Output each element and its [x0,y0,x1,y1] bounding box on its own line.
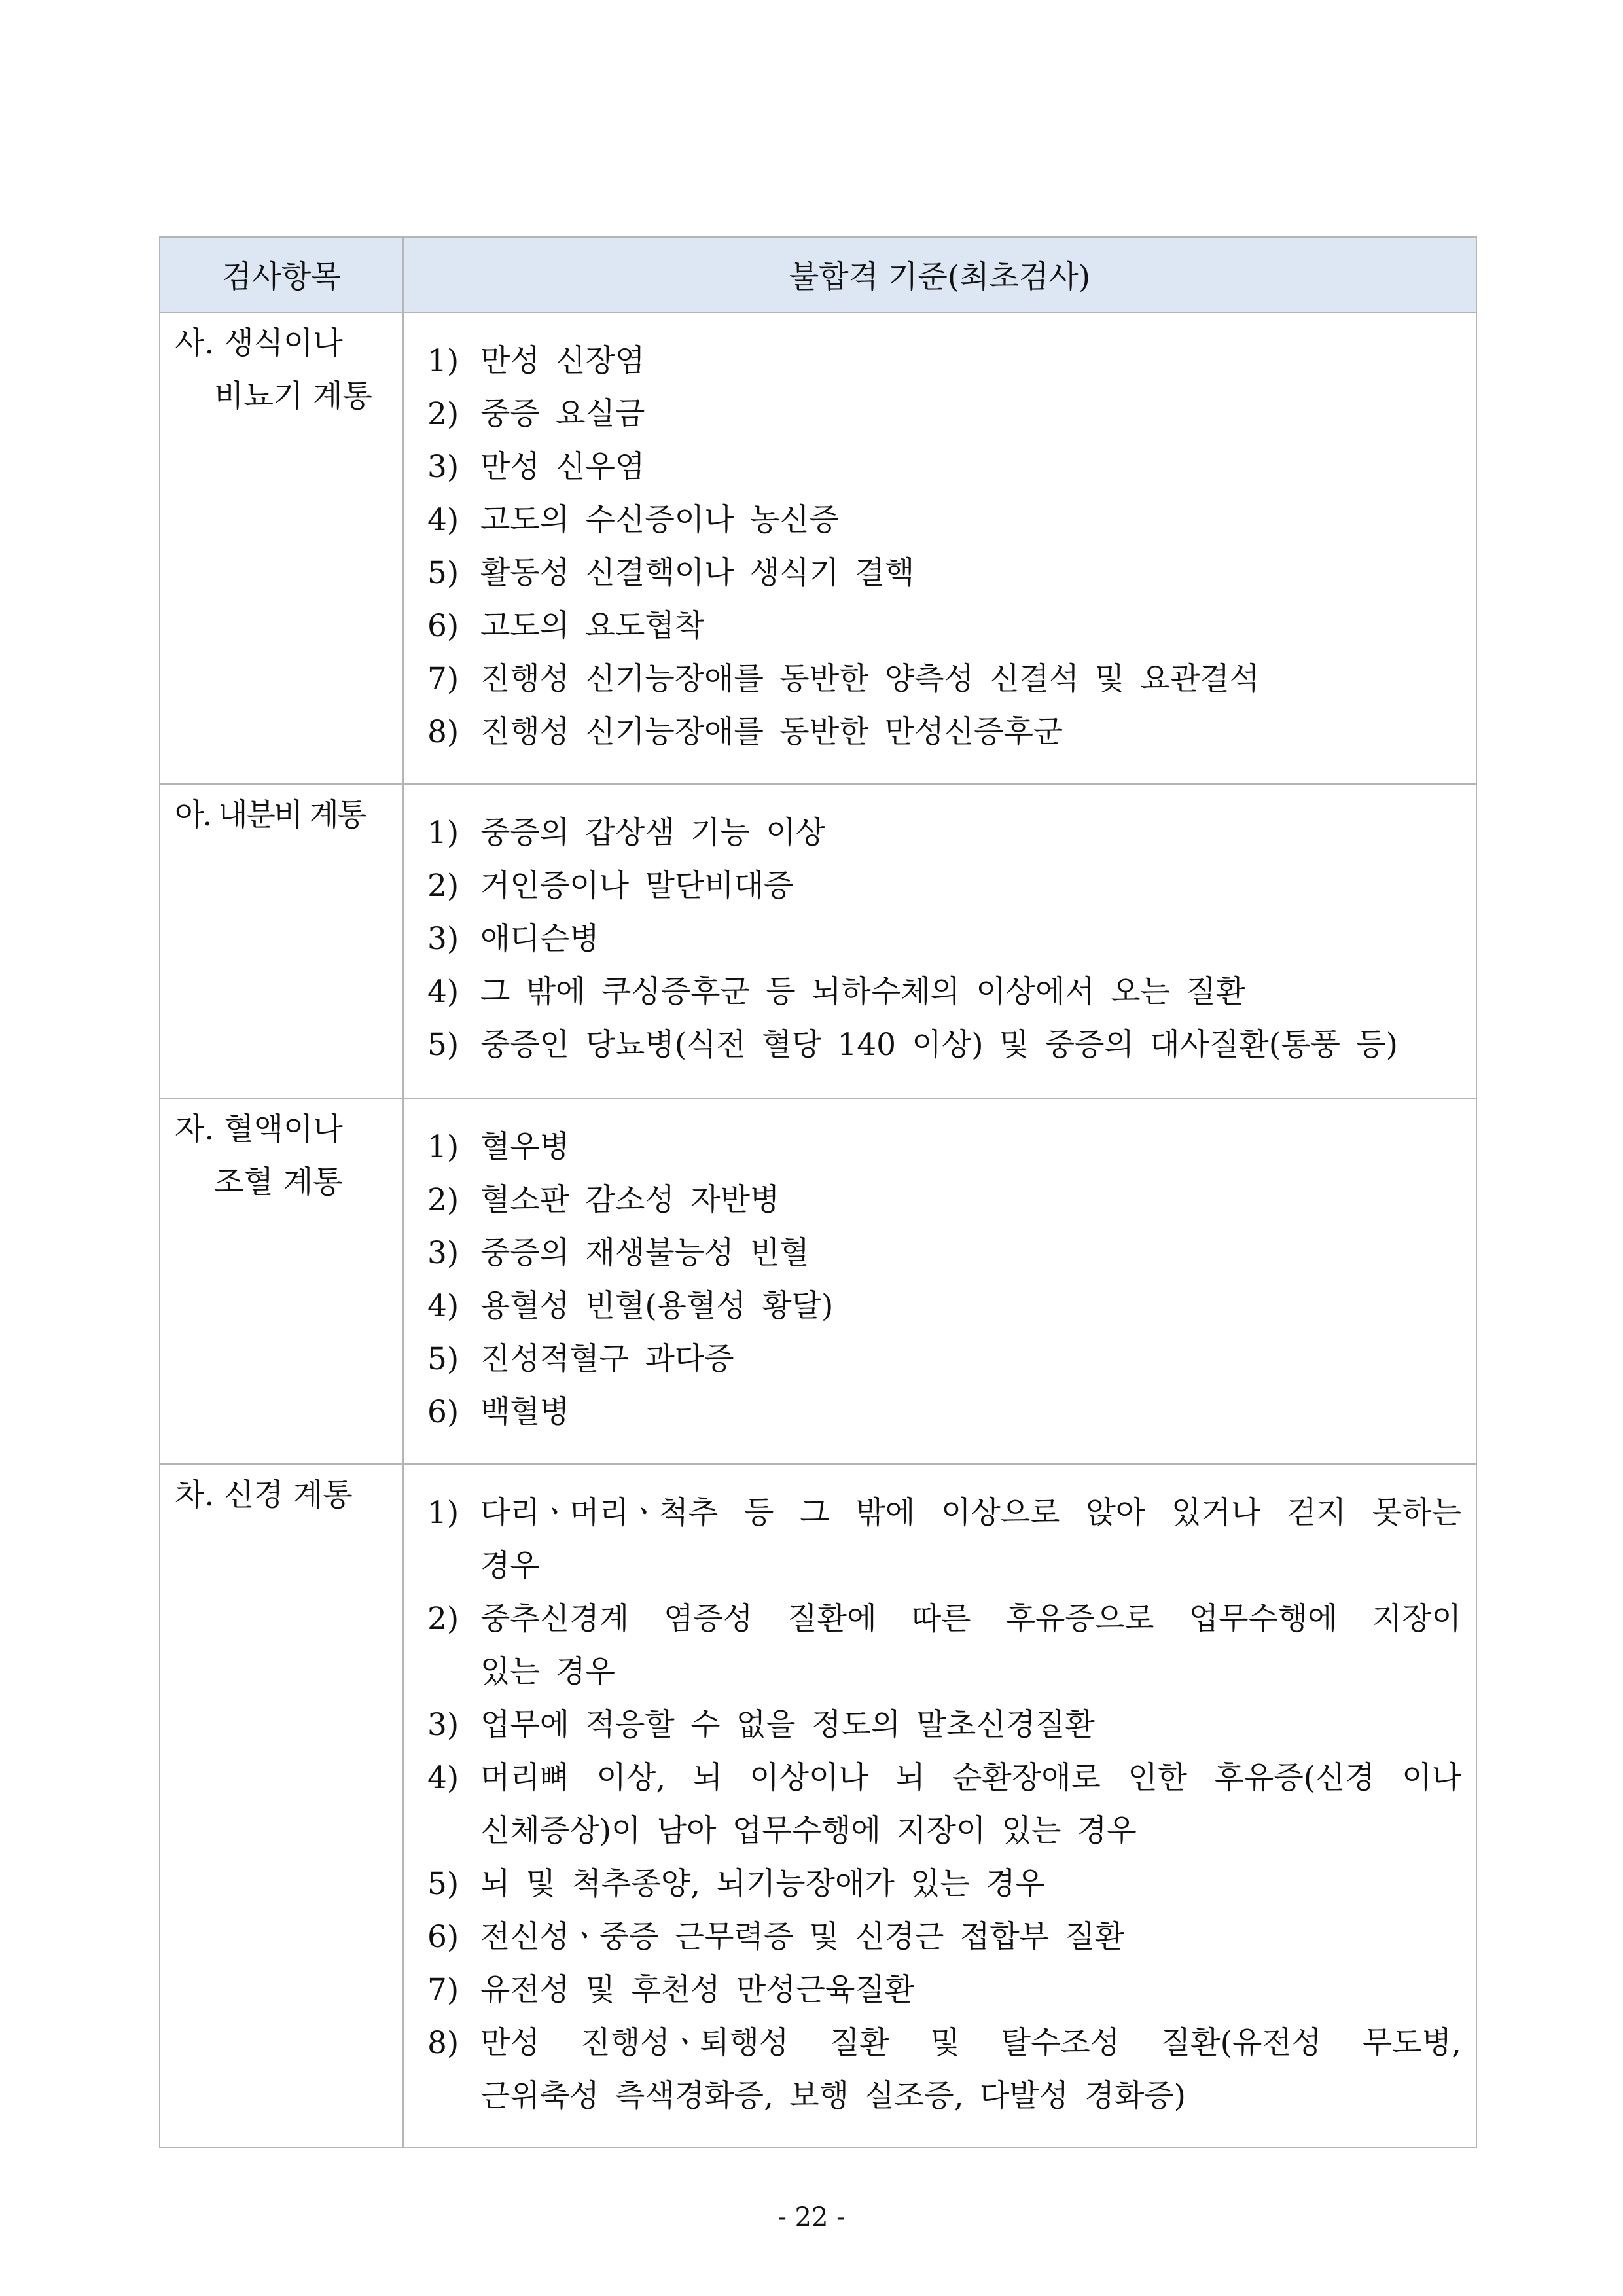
item-text [480,1910,1461,1964]
item-number: 1) [427,1129,459,1165]
item-number: 1) [427,343,459,379]
item-number: 1) [427,815,459,851]
criteria-item [427,334,1461,387]
category-cell [160,784,403,1098]
item-number: 8) [427,2025,459,2061]
item-number: 3) [427,1235,459,1271]
item-text [480,1386,1461,1439]
item-text-line: 경우 [480,1548,540,1584]
criteria-item [427,965,1461,1018]
criteria-cell [403,784,1476,1098]
item-number: 3) [427,449,459,485]
criteria-item [427,2017,1461,2123]
item-text-line: 진행성 신기능장애를 동반한 양측성 신결석 및 요관결석 [480,661,1260,697]
criteria-item [427,1857,1461,1910]
item-number: 4) [427,1760,459,1796]
item-text [480,1592,1461,1698]
category-label: 조혈 계통 [214,1164,343,1200]
item-text-line: 전신성ㆍ중증 근무력증 및 신경근 접합부 질환 [480,1919,1125,1955]
criteria-item [427,600,1461,653]
criteria-item [427,653,1461,706]
item-number: 4) [427,502,459,538]
criteria-item [427,1486,1461,1592]
item-number: 5) [427,1341,459,1377]
item-text-line: 진행성 신기능장애를 동반한 만성신증후군 [480,714,1063,750]
criteria-item [427,1910,1461,1964]
criteria-row [160,1098,1476,1464]
item-text [480,493,1461,547]
item-text [480,1280,1461,1333]
criteria-item [427,547,1461,600]
item-text-line: 근위축성 측색경화증, 보행 실조증, 다발성 경화증) [480,2078,1186,2114]
item-number: 4) [427,1288,459,1324]
category-label: 자. 혈액이나 [175,1111,343,1147]
item-text [480,1174,1461,1227]
criteria-item [427,1964,1461,2017]
criteria-item [427,387,1461,440]
category-cell [160,1098,403,1464]
item-text-line: 그 밖에 쿠싱증후군 등 뇌하수체의 이상에서 오는 질환 [480,974,1246,1010]
item-text-line: 신체증상)이 남아 업무수행에 지장이 있는 경우 [480,1813,1137,1849]
item-text [480,912,1461,965]
item-number: 6) [427,608,459,644]
item-number: 1) [427,1495,459,1531]
item-text [480,1857,1461,1910]
item-number: 2) [427,1601,459,1637]
criteria-cell [403,1464,1476,2147]
item-number: 6) [427,1919,459,1955]
item-text-line: 업무에 적응할 수 없을 정도의 말초신경질환 [480,1707,1095,1743]
column-header-criteria: 불합격 기준(최초검사) [403,237,1476,312]
criteria-row [160,784,1476,1098]
item-number: 5) [427,1027,459,1063]
item-text [480,1333,1461,1386]
item-text-line: 있는 경우 [480,1654,615,1690]
item-number: 8) [427,714,459,750]
item-text-line: 거인증이나 말단비대증 [480,868,794,904]
item-text [480,1751,1461,1857]
criteria-item [427,1227,1461,1280]
item-text-line: 고도의 요도협착 [480,608,705,644]
criteria-item [427,1174,1461,1227]
item-text [480,653,1461,706]
item-text-line: 중증의 재생불능성 빈혈 [480,1235,810,1271]
item-text [480,806,1461,859]
criteria-item [427,1333,1461,1386]
column-header-category: 검사항목 [160,237,403,312]
criteria-item [427,1121,1461,1174]
item-text-line: 유전성 및 후천성 만성근육질환 [480,1972,915,2008]
item-text-line: 애디슨병 [480,921,599,957]
criteria-cell [403,1098,1476,1464]
table-header-row [160,237,1476,312]
category-label: 차. 신경 계통 [175,1477,353,1513]
item-text-line: 중증 요실금 [480,396,645,432]
item-text-line: 혈우병 [480,1129,570,1165]
criteria-row [160,312,1476,784]
item-text-line: 만성 신장염 [480,343,645,379]
item-text [480,334,1461,387]
item-number: 4) [427,974,459,1010]
item-text [480,1018,1461,1071]
criteria-item [427,1280,1461,1333]
item-text-line: 중증인 당뇨병(식전 혈당 140 이상) 및 중증의 대사질환(통풍 등) [480,1027,1399,1063]
criteria-item [427,1386,1461,1439]
category-label: 사. 생식이나 [175,325,343,361]
item-text-line: 만성 신우염 [480,449,645,485]
category-cell [160,1464,403,2147]
item-number: 5) [427,555,459,591]
page-number: - 22 - [777,2202,846,2233]
item-text-line: 고도의 수신증이나 농신증 [480,502,840,538]
item-text-line: 만성 진행성ㆍ퇴행성 질환 및 탈수조성 질환(유전성 무도병, [480,2025,1461,2061]
criteria-item [427,493,1461,547]
item-text [480,1227,1461,1280]
item-text-line: 백혈병 [480,1394,570,1430]
item-number: 2) [427,396,459,432]
item-text-line: 머리뼈 이상, 뇌 이상이나 뇌 순환장애로 인한 후유증(신경 이나 [480,1760,1461,1796]
item-number: 2) [427,1182,459,1218]
criteria-item [427,440,1461,493]
item-text-line: 혈소판 감소성 자반병 [480,1182,780,1218]
item-text [480,600,1461,653]
disqualification-criteria-table [159,236,1477,2148]
item-text [480,706,1461,759]
item-text [480,1486,1461,1592]
item-number: 7) [427,661,459,697]
item-text-line: 중추신경계 염증성 질환에 따른 후유증으로 업무수행에 지장이 [480,1601,1461,1637]
item-text-line: 다리ㆍ머리ㆍ척추 등 그 밖에 이상으로 앉아 있거나 걷지 못하는 [480,1495,1461,1531]
item-text-line: 활동성 신결핵이나 생식기 결핵 [480,555,915,591]
item-number: 3) [427,921,459,957]
criteria-item [427,1698,1461,1751]
item-text [480,1121,1461,1174]
item-number: 5) [427,1866,459,1902]
item-text-line: 중증의 갑상샘 기능 이상 [480,815,826,851]
item-text [480,859,1461,912]
criteria-item [427,706,1461,759]
table-body [160,312,1476,2147]
item-number: 7) [427,1972,459,2008]
category-label: 비뇨기 계통 [214,378,372,414]
item-text [480,387,1461,440]
category-cell [160,312,403,784]
item-number: 2) [427,868,459,904]
item-text-line: 용혈성 빈혈(용혈성 황달) [480,1288,834,1324]
item-text [480,1964,1461,2017]
criteria-item [427,1751,1461,1857]
item-number: 3) [427,1707,459,1743]
criteria-item [427,912,1461,965]
item-number: 6) [427,1394,459,1430]
item-text [480,440,1461,493]
criteria-item [427,859,1461,912]
item-text-line: 뇌 및 척추종양, 뇌기능장애가 있는 경우 [480,1866,1046,1902]
criteria-row [160,1464,1476,2147]
criteria-item [427,806,1461,859]
item-text [480,547,1461,600]
item-text [480,2017,1461,2123]
item-text [480,1698,1461,1751]
item-text [480,965,1461,1018]
criteria-item [427,1592,1461,1698]
item-text-line: 진성적혈구 과다증 [480,1341,734,1377]
category-label: 아. 내분비 계통 [175,797,365,833]
criteria-item [427,1018,1461,1071]
criteria-cell [403,312,1476,784]
